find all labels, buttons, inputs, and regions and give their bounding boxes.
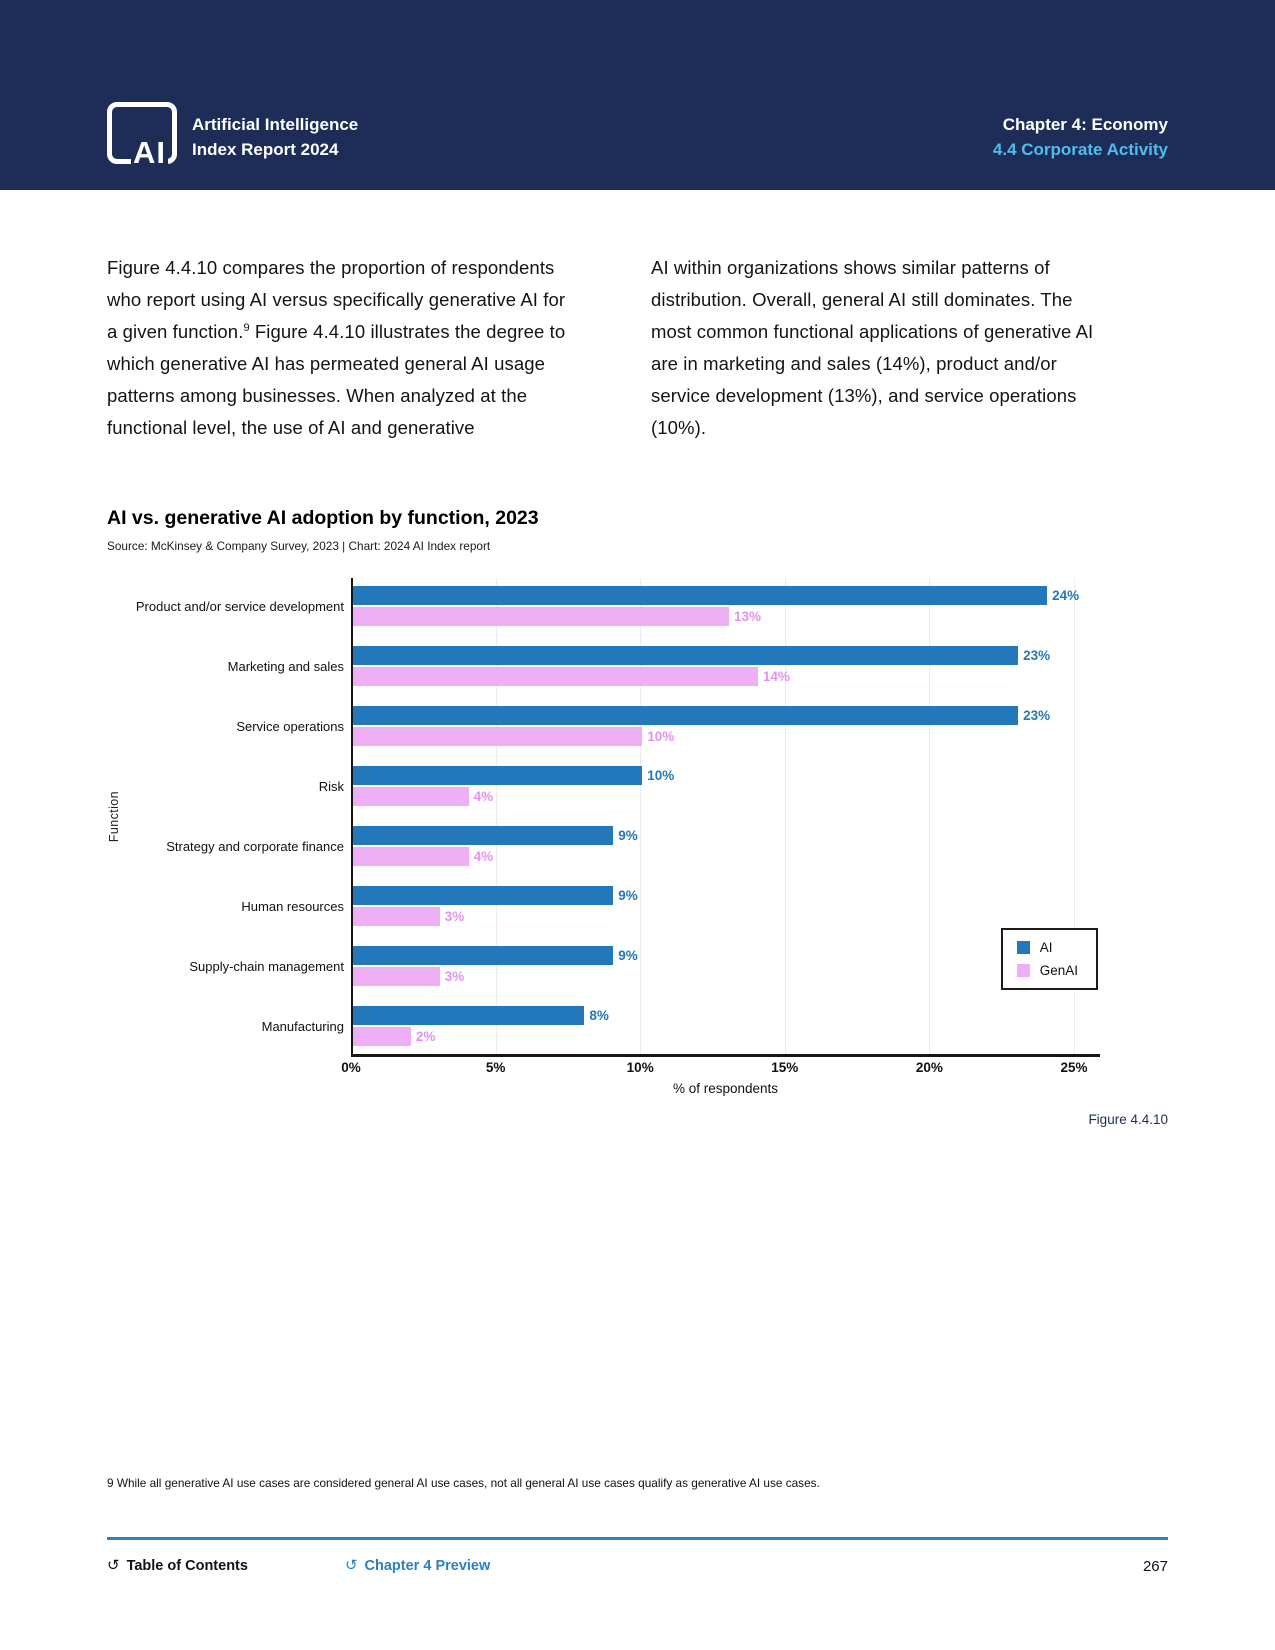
- category-label: Supply-chain management: [189, 958, 344, 974]
- bar-group: [107, 646, 1168, 686]
- brand: [107, 102, 359, 170]
- footnote: 9 While all generative AI use cases are considered general AI use cases, not all general AI use cases qualify as generative AI use cases.: [107, 1476, 820, 1490]
- category-label: Marketing and sales: [227, 658, 344, 674]
- value-label: 23%: [1023, 708, 1051, 723]
- paragraph-left-pre: Figure 4.4.10 compares the proportion of respondents who report using AI versus specifically generative AI for a given function.: [107, 257, 566, 342]
- brand-line1: Artificial Intelligence: [192, 115, 359, 134]
- legend-swatch-genai: [1017, 964, 1030, 977]
- legend-swatch-ai: [1017, 941, 1030, 954]
- value-label: 4%: [473, 849, 494, 864]
- bar-group: [107, 1006, 1168, 1046]
- bar-pair: [351, 1006, 1168, 1046]
- value-label: 14%: [762, 669, 790, 684]
- page-footer: [107, 1557, 1168, 1575]
- y-axis-line: [351, 578, 353, 1055]
- value-label: 24%: [1052, 588, 1080, 603]
- value-label: 9%: [618, 948, 638, 963]
- bar-row: [353, 826, 1168, 845]
- bar-row: [353, 907, 1168, 926]
- bar-genai: [353, 727, 642, 746]
- bar-ai: [353, 766, 642, 785]
- bar-pair: [351, 826, 1168, 866]
- bar-pair: [351, 586, 1168, 626]
- bar-row: [353, 886, 1168, 905]
- bar-row: [353, 607, 1168, 626]
- table-of-contents-link[interactable]: [107, 1557, 248, 1575]
- brand-line2: Index Report 2024: [192, 140, 339, 159]
- legend-item-ai: [1017, 940, 1078, 955]
- bar-pair: [351, 886, 1168, 926]
- table-of-contents-label: Table of Contents: [126, 1558, 248, 1574]
- x-axis-line: [351, 1054, 1100, 1057]
- value-label: 10%: [647, 768, 675, 783]
- page-header: [0, 0, 1275, 190]
- section-title: 4.4 Corporate Activity: [992, 140, 1168, 159]
- x-axis-label: % of respondents: [672, 1081, 779, 1096]
- bar-genai: [353, 907, 440, 926]
- chapter-heading: [993, 112, 1168, 164]
- bar-row: [353, 706, 1168, 725]
- x-tick-label: 0%: [341, 1060, 361, 1075]
- chapter-title: Chapter 4: Economy: [1002, 115, 1168, 134]
- bar-row: [353, 787, 1168, 806]
- chapter-preview-link[interactable]: [345, 1557, 490, 1575]
- page-number: 267: [1142, 1557, 1168, 1575]
- bar-pair: [351, 766, 1168, 806]
- logo-text: AI: [133, 135, 166, 170]
- legend-item-genai: [1017, 963, 1078, 978]
- paragraph-left-post: Figure 4.4.10 illustrates the degree to which generative AI has permeated general AI usage patterns among businesses. When analyzed at the functional level, the use of AI and generative: [107, 321, 566, 438]
- value-label: 9%: [618, 888, 638, 903]
- paragraph-left: [107, 252, 579, 444]
- bar-row: [353, 847, 1168, 866]
- bar-group: [107, 886, 1168, 926]
- value-label: 2%: [415, 1029, 436, 1044]
- value-label: 4%: [473, 789, 494, 804]
- footer-divider: [107, 1537, 1168, 1540]
- value-label: 13%: [733, 609, 761, 624]
- bar-group: [107, 826, 1168, 866]
- bar-row: [353, 1006, 1168, 1025]
- bar-genai: [353, 787, 469, 806]
- category-label: Manufacturing: [261, 1018, 344, 1034]
- footnote-ref: 9: [243, 321, 250, 334]
- bar-ai: [353, 1006, 584, 1025]
- bar-row: [353, 586, 1168, 605]
- legend-label-ai: AI: [1039, 940, 1053, 955]
- bar-genai: [353, 847, 469, 866]
- y-axis-label: Function: [107, 791, 121, 843]
- category-label: Product and/or service development: [135, 598, 344, 614]
- bar-pair: [351, 706, 1168, 746]
- brand-text: [192, 112, 358, 164]
- legend-label-genai: GenAI: [1039, 963, 1078, 978]
- value-label: 3%: [444, 909, 465, 924]
- x-tick-label: 20%: [915, 1060, 943, 1075]
- bar-row: [353, 727, 1168, 746]
- chart-source: Source: McKinsey & Company Survey, 2023 | Chart: 2024 AI Index report: [107, 539, 491, 553]
- back-arrow-icon: ↺: [344, 1557, 358, 1574]
- ai-index-logo-icon: [107, 102, 177, 170]
- x-tick-label: 15%: [771, 1060, 799, 1075]
- x-tick-label: 10%: [626, 1060, 654, 1075]
- bar-genai: [353, 667, 758, 686]
- figure-caption: Figure 4.4.10: [1088, 1112, 1168, 1127]
- bar-row: [353, 766, 1168, 785]
- chart-title: AI vs. generative AI adoption by function, 2023: [107, 507, 539, 529]
- bar-group: [107, 766, 1168, 806]
- chart-plot: [107, 578, 1168, 1056]
- paragraph-right: AI within organizations shows similar patterns of distribution. Overall, general AI still dominates. The most common functional applications of generative AI are in marketing and sales (14%), product and/or service development (13%), and service operations (10%).: [651, 257, 1094, 438]
- category-label: Risk: [318, 778, 344, 794]
- value-label: 10%: [647, 729, 675, 744]
- x-tick-label: 5%: [485, 1060, 506, 1075]
- chapter-preview-label: Chapter 4 Preview: [364, 1558, 491, 1574]
- back-arrow-icon: ↺: [107, 1557, 120, 1574]
- category-label: Service operations: [236, 718, 344, 734]
- bar-ai: [353, 886, 613, 905]
- x-axis-ticks: [107, 1060, 1168, 1080]
- bar-genai: [353, 607, 729, 626]
- bar-ai: [353, 646, 1018, 665]
- bar-pair: [351, 646, 1168, 686]
- bar-row: [353, 646, 1168, 665]
- value-label: 8%: [589, 1008, 609, 1023]
- bar-ai: [353, 946, 613, 965]
- category-label: Human resources: [241, 898, 344, 914]
- bar-group: [107, 586, 1168, 626]
- bar-group: [107, 706, 1168, 746]
- bar-ai: [353, 586, 1047, 605]
- x-tick-label: 25%: [1060, 1060, 1088, 1075]
- bar-row: [353, 667, 1168, 686]
- bar-ai: [353, 826, 613, 845]
- body-text: [107, 252, 1168, 444]
- value-label: 9%: [618, 828, 638, 843]
- category-label: Strategy and corporate finance: [166, 838, 344, 854]
- value-label: 3%: [444, 969, 465, 984]
- value-label: 23%: [1023, 648, 1051, 663]
- bar-row: [353, 1027, 1168, 1046]
- chart-legend: [1001, 928, 1098, 990]
- bar-ai: [353, 706, 1018, 725]
- figure-4-4-10: [107, 506, 1168, 1127]
- bar-genai: [353, 967, 440, 986]
- bar-genai: [353, 1027, 411, 1046]
